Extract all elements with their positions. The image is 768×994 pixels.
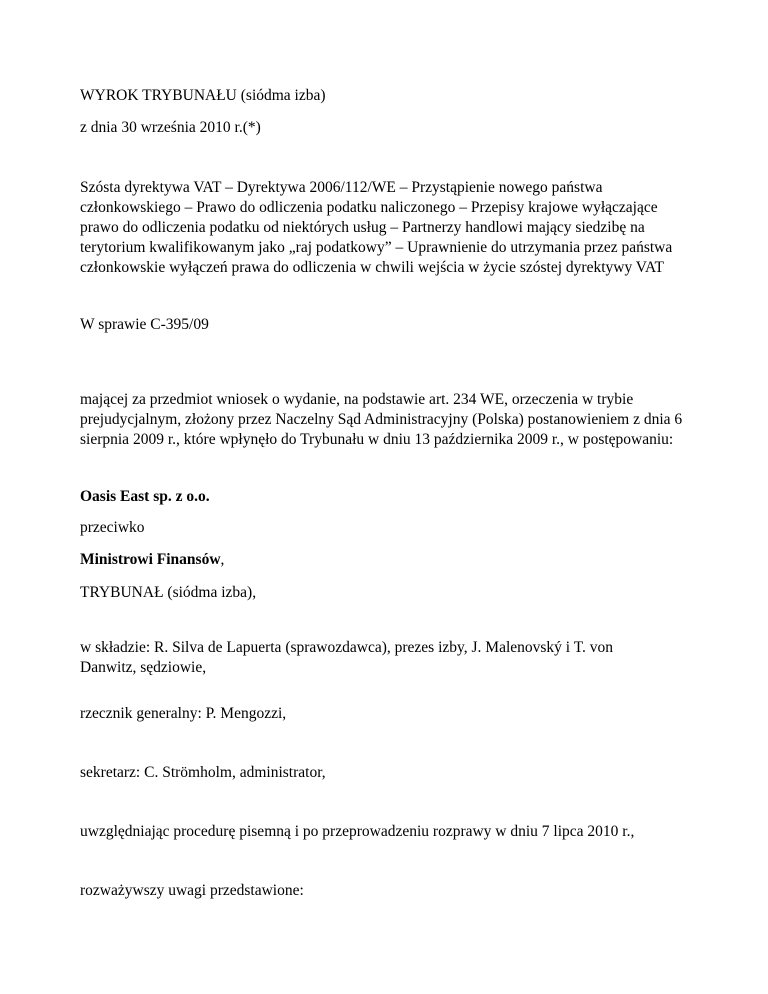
defendant-suffix: , — [220, 551, 225, 568]
reference-paragraph: mającej za przedmiot wniosek o wydanie, na podstawie art. 234 WE, orzeczenia w trybie prejudycjalnym, złożony przez Naczelny Sąd Administracyjny (Polska) postanowieniem z dnia 6 sierpnia 2009 r., które wpłynęło do Trybunału w dniu 13 października 2009 r., w postępowaniu: — [80, 391, 683, 448]
judgment-date: z dnia 30 września 2010 r.(*) — [80, 119, 261, 136]
defendant-party — [80, 550, 690, 570]
case-number: W sprawie C‑395/09 — [80, 316, 209, 333]
versus-label: przeciwko — [80, 519, 145, 536]
applicant-party: Oasis East sp. z o.o. — [80, 488, 210, 505]
considering-statement: rozważywszy uwagi przedstawione: — [80, 882, 304, 899]
subject-summary: Szósta dyrektywa VAT – Dyrektywa 2006/112/WE – Przystąpienie nowego państwa członkowskiego – Prawo do odliczenia podatku naliczonego – Przepisy krajowe wyłączające prawo do odliczenia podatku od niektórych usług – Partnerzy handlowi mający siedzibę na terytorium kwalifikowanym jako „raj podatkowy” – Uprawnienie do utrzymania przez państwa członkowskie wyłączeń prawa do odliczenia w chwili wejścia w życie szóstej dyrektywy VAT — [80, 179, 673, 276]
procedure-statement: uwzględniając procedurę pisemną i po przeprowadzeniu rozprawy w dniu 7 lipca 2010 r., — [80, 823, 635, 840]
defendant-name: Ministrowi Finansów — [80, 551, 221, 568]
judgment-title: WYROK TRYBUNAŁU (siódma izba) — [80, 87, 326, 104]
court-name: TRYBUNAŁ (siódma izba), — [80, 584, 257, 601]
advocate-general: rzecznik generalny: P. Mengozzi, — [80, 705, 287, 722]
court-composition: w składzie: R. Silva de Lapuerta (sprawozdawca), prezes izby, J. Malenovský i T. von Danwitz, sędziowie, — [80, 639, 614, 676]
registrar: sekretarz: C. Strömholm, administrator, — [80, 764, 326, 781]
